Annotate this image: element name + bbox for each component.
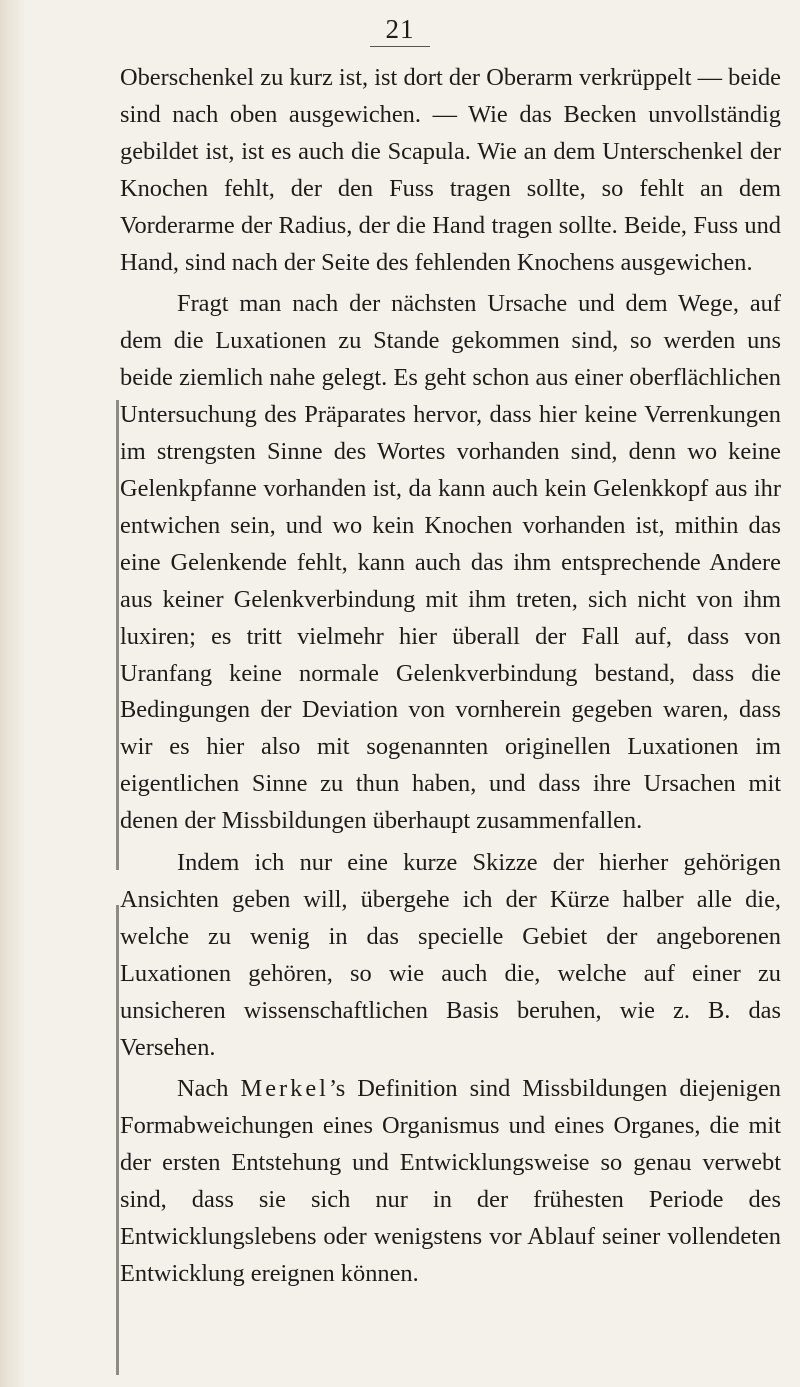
body-text xyxy=(120,60,781,1293)
paragraph-4-rest: ’s Definition sind Missbildungen diejenigen Formabweichungen eines Organismus und eines Organes, die mit der ersten Entstehung und Entwicklungsweise so genau verwebt sind, dass sie sich nur in der frühesten Periode des Entwicklungslebens oder wenigstens vor Ablauf seiner vollendeten Entwicklung ereignen können. xyxy=(120,1075,781,1287)
author-name: Merkel xyxy=(240,1075,329,1103)
paragraph-3: Indem ich nur eine kurze Skizze der hierher gehörigen Ansichten geben will, übergehe ich der Kürze halber alle die, welche zu wenig in das specielle Gebiet der angeborenen Luxationen gehören, so wie auch die, welche auf einer zu unsicheren wissenschaftlichen Basis beruhen, wie z. B. das Versehen. xyxy=(120,849,781,1061)
paragraph-4-lead: Nach xyxy=(177,1075,241,1103)
binding-shadow xyxy=(0,0,26,1387)
binding-edge-lower xyxy=(116,905,119,1375)
paragraph-1: Oberschenkel zu kurz ist, ist dort der Oberarm verkrüppelt — beide sind nach oben ausgewichen. — Wie das Becken unvollständig gebildet ist, ist es auch die Scapula. Wie an dem Unterschenkel der Knochen fehlt, der den Fuss tragen sollte, so fehlt an dem Vorderarme der Radius, der die Hand tragen sollte. Beide, Fuss und Hand, sind nach der Seite des fehlenden Knochens ausgewichen. xyxy=(120,64,781,276)
binding-edge-upper xyxy=(116,400,119,870)
paragraph-2: Fragt man nach der nächsten Ursache und dem Wege, auf dem die Luxationen zu Stande gekommen sind, so werden uns beide ziemlich nahe gelegt. Es geht schon aus einer oberflächlichen Untersuchung des Präparates hervor, dass hier keine Verrenkungen im strengsten Sinne des Wortes vorhanden sind, denn wo keine Gelenkpfanne vorhanden ist, da kann auch kein Gelenkkopf aus ihr entwichen sein, und wo kein Knochen vorhanden ist, mithin das eine Gelenkende fehlt, kann auch das ihm entsprechende Andere aus keiner Gelenkverbindung mit ihm treten, sich nicht von ihm luxiren; es tritt vielmehr hier überall der Fall auf, dass von Uranfang keine normale Gelenkverbindung bestand, dass die Bedingungen der Deviation von vornherein gegeben waren, dass wir es hier also mit sogenannten originellen Luxationen im eigentlichen Sinne zu thun haben, und dass ihre Ursachen mit denen der Missbildungen überhaupt zusammenfallen. xyxy=(120,290,781,835)
paragraph-4 xyxy=(120,1071,781,1292)
page-number: 21 xyxy=(370,14,430,47)
